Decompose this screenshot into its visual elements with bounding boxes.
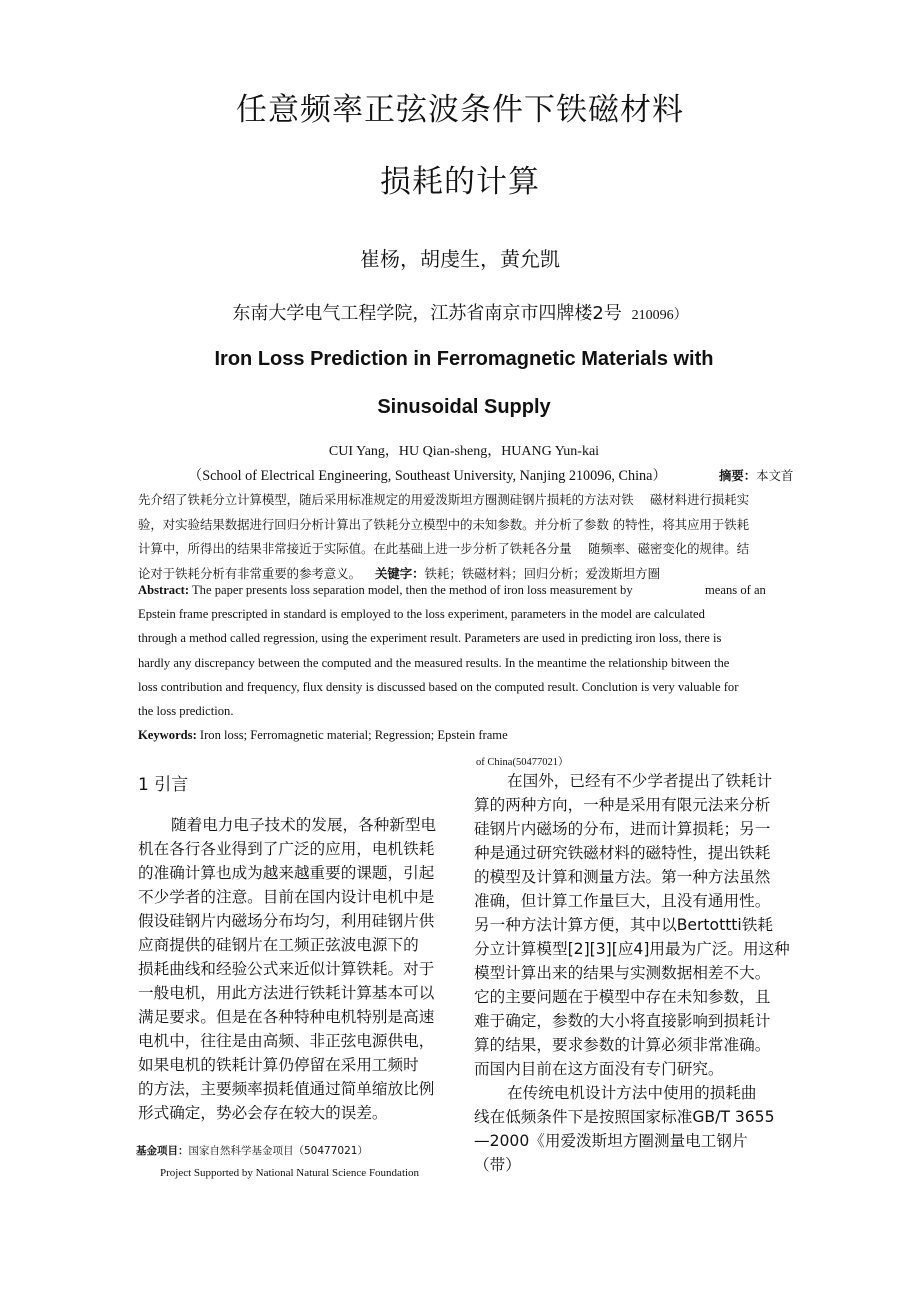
- right-column: [474, 769, 804, 1177]
- abstract-cn-last-text: 论对于铁耗分析有非常重要的参考意义。: [138, 566, 362, 581]
- footnote-en: Project Supported by National Natural Science Foundation: [160, 1167, 420, 1179]
- keywords-cn-label: 关键字：: [374, 566, 425, 581]
- body-line: 而国内目前在这方面没有专门研究。: [474, 1060, 724, 1078]
- body-line: 的模型及计算和测量方法。第一种方法虽然: [474, 868, 771, 886]
- body-line: 难于确定，参数的大小将直接影响到损耗计: [474, 1012, 771, 1030]
- abstract-cn-first-text: 本文首: [756, 468, 794, 483]
- body-line: 的准确计算也成为越来越重要的课题，引起: [138, 864, 435, 882]
- body-line: 随着电力电子技术的发展，各种新型电: [171, 816, 437, 834]
- body-line: —2000《用爱泼斯坦方圈测量电工钢片: [474, 1132, 748, 1150]
- body-line: 另一种方法计算方便，其中以Bertottti铁耗: [474, 916, 773, 934]
- left-column: [138, 813, 468, 1125]
- abstract-en-first-text: The paper presents loss separation model, then the method of iron loss measurement by: [191, 583, 633, 597]
- body-line: 损耗曲线和经验公式来近似计算铁耗。对于: [138, 960, 435, 978]
- abstract-en-line: through a method called regression, using the experiment result. Parameters are used in predicting iron loss, there is: [138, 631, 722, 645]
- abstract-en-line: Epstein frame prescripted in standard is employed to the loss experiment, parameters in the model are calculated: [138, 607, 705, 621]
- body-line: 在传统电机设计方法中使用的损耗曲: [507, 1084, 757, 1102]
- body-line: 一般电机，用此方法进行铁耗计算基本可以: [138, 984, 435, 1002]
- abstract-en-first-tail: means of an: [705, 583, 766, 597]
- abstract-en-first: [138, 583, 633, 598]
- body-line: 假设硅钢片内磁场分布均匀，利用硅钢片供: [138, 912, 435, 930]
- abstract-cn-first: [719, 466, 793, 484]
- keywords-en-line: [138, 728, 508, 743]
- body-line: 的方法，主要频率损耗值通过简单缩放比例: [138, 1080, 435, 1098]
- body-line: 不少学者的注意。目前在国内设计电机中是: [138, 888, 435, 906]
- body-line: 种是通过研究铁磁材料的磁特性，提出铁耗: [474, 844, 771, 862]
- authors-cn: 崔杨，胡虔生，黄允凯: [360, 247, 560, 271]
- abstract-cn-line: 验，对实验结果数据进行回归分析计算出了铁耗分立模型中的未知参数。并分析了参数 的特性，将其应用于铁耗: [138, 517, 750, 532]
- body-line: （带）: [474, 1156, 521, 1174]
- abstract-cn-line: 计算中，所得出的结果非常接近于实际值。在此基础上进一步分析了铁耗各分量 随频率、磁密变化的规律。结: [138, 541, 750, 556]
- page-title-line-1: 任意频率正弦波条件下铁磁材料: [236, 92, 684, 128]
- abstract-en-label: Abstract:: [138, 583, 190, 597]
- footnote-label: 基金项目：: [136, 1145, 189, 1157]
- body-line: 硅钢片内磁场的分布，进而计算损耗；另一: [474, 820, 771, 838]
- abstract-en-line: loss contribution and frequency, flux density is discussed based on the computed result. Conclution is very valuable for: [138, 680, 739, 694]
- keywords-en-label: Keywords:: [138, 728, 197, 742]
- footnote-cn: [136, 1143, 368, 1158]
- abstract-en-line: the loss prediction.: [138, 704, 234, 718]
- body-line: 分立计算模型[2][3][应4]用最为广泛。用这种: [474, 940, 790, 958]
- body-line: 算的两种方向，一种是采用有限元法来分析: [474, 796, 771, 814]
- english-title-line-1: Iron Loss Prediction in Ferromagnetic Materials with: [214, 348, 714, 370]
- body-line: 如果电机的铁耗计算仍停留在采用工频时: [138, 1056, 419, 1074]
- keywords-en: Iron loss; Ferromagnetic material; Regression; Epstein frame: [199, 728, 508, 742]
- page-title-line-2: 损耗的计算: [380, 164, 540, 200]
- body-line: 电机中，往往是由高频、非正弦电源供电，: [138, 1032, 435, 1050]
- authors-en: CUI Yang，HU Qian-sheng，HUANG Yun-kai: [328, 444, 600, 459]
- funding-tail: of China(50477021）: [476, 757, 569, 768]
- affiliation-en: （School of Electrical Engineering, Southeast University, Nanjing 210096, China）: [188, 468, 667, 484]
- abstract-cn-label: 摘要：: [719, 468, 757, 483]
- body-line: 机在各行各业得到了广泛的应用，电机铁耗: [138, 840, 435, 858]
- body-line: 形式确定，势必会存在较大的误差。: [138, 1104, 388, 1122]
- body-line: 算的结果，要求参数的计算必须非常准确。: [474, 1036, 771, 1054]
- affiliation-cn-text: 东南大学电气工程学院，江苏省南京市四牌楼2号: [232, 303, 622, 324]
- english-title-line-2: Sinusoidal Supply: [377, 396, 551, 418]
- body-line: 模型计算出来的结果与实测数据相差不大。: [474, 964, 771, 982]
- keywords-cn: 铁耗；铁磁材料；回归分析；爱泼斯坦方圈: [424, 566, 660, 581]
- abstract-cn-last-line: [138, 564, 660, 582]
- abstract-en-line: hardly any discrepancy between the computed and the measured results. In the meantime the relationship bitween the: [138, 656, 730, 670]
- affiliation-zip: 210096）: [631, 308, 688, 323]
- body-line: 准确，但计算工作量巨大，且没有通用性。: [474, 892, 771, 910]
- body-line: 在国外，已经有不少学者提出了铁耗计: [507, 772, 773, 790]
- body-line: 满足要求。但是在各种特种电机特别是高速: [138, 1008, 435, 1026]
- body-line: 线在低频条件下是按照国家标准GB/T 3655: [474, 1108, 775, 1126]
- body-line: 应商提供的硅钢片在工频正弦波电源下的: [138, 936, 419, 954]
- section-heading: 1 引言: [138, 775, 189, 795]
- body-line: 它的主要问题在于模型中存在未知参数，且: [474, 988, 771, 1006]
- abstract-cn-line: 先介绍了铁耗分立计算模型，随后采用标准规定的用爱泼斯坦方圈测硅钢片损耗的方法对铁 磁材料进行损耗实: [138, 492, 750, 507]
- footnote-text: 国家自然科学基金项目（50477021）: [188, 1145, 368, 1157]
- affiliation-cn: [0, 299, 920, 325]
